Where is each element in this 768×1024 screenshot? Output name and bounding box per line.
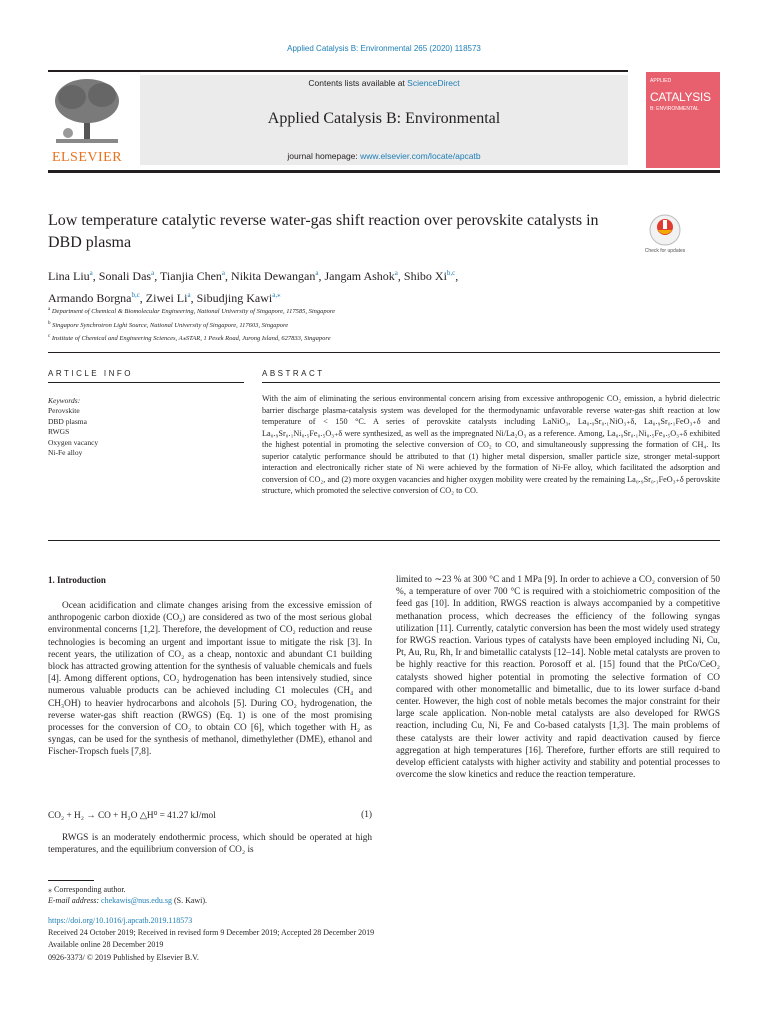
author[interactable]: Armando Borgna$^{b,c}$ (48, 291, 140, 305)
author[interactable]: Nikita Dewangan$^a$ (231, 269, 319, 283)
intro-column-left (48, 600, 372, 759)
affiliation-item: $^b$ Singapore Synchrotron Light Source, National University of Singapore, 117603, Singapore (48, 320, 289, 329)
corresponding-author-note (48, 884, 207, 906)
abstract-rule (262, 382, 720, 383)
received-dates: Received 24 October 2019; Received in revised form 9 December 2019; Accepted 28 December 2019 (48, 928, 375, 937)
journal-reference[interactable]: Applied Catalysis B: Environmental 265 (2020) 118573 (287, 44, 481, 53)
contents-prefix: Contents lists available at (308, 78, 408, 88)
contents-line (140, 78, 628, 88)
sciencedirect-link[interactable]: ScienceDirect (407, 78, 460, 88)
section-rule (48, 352, 720, 353)
email-link[interactable]: chekawis@nus.edu.sg (101, 896, 172, 905)
footnote-rule (48, 880, 94, 881)
keyword-item: Oxygen vacancy (48, 437, 99, 447)
equation-number: (1) (361, 810, 372, 820)
introduction-heading: 1. Introduction (48, 575, 106, 585)
homepage-line (140, 151, 628, 161)
keywords-list (48, 406, 98, 459)
author[interactable]: Sonali Das$^a$ (98, 269, 155, 283)
keyword-item: RWGS (48, 427, 70, 436)
equation-text: CO₂ + H₂ → CO + H₂O △H⁰ = 41.27 kJ/mol (48, 811, 216, 821)
article-title: Low temperature catalytic reverse water-gas shift reaction over perovskite catalysts in DBD plasma (48, 212, 599, 251)
doi-link[interactable]: https://doi.org/10.1016/j.apcatb.2019.118573 (48, 916, 193, 925)
intro-paragraph-1: Ocean acidification and climate changes arising from the excessive emission of anthropogenic carbon dioxide (CO₂) are considered as two of the most serious global environmental concerns [1,2]. Therefore, the development of CO₂ reduction and reuse technologies is becoming an urgent and important issue to mitigate the risk [3]. In recent years, the utilization of CO₂ as a cheap, nontoxic and abundant C1 building block has attracted growing attention for the synthesis of valuable chemicals and fuels [4]. Among different options, CO₂ hydrogenation has been intensively studied, since numerous valuable products can be achieved including C1 molecules (CH₄ and CH₃OH) to heavier hydrocarbons and alcohols [5]. During CO₂ hydrogenation, the reverse water-gas shift reaction (RWGS) (Eq. 1) is one of the most promising processes for the conversion of CO₂ to obtain CO [6], which together with H₂ as syngas, can be used for the synthesis of methanol, dimethylether (DME), ethanol and Fischer-Tropsch fuels [7,8]. (48, 601, 372, 758)
issn-copyright: 0926-3373/ © 2019 Published by Elsevier B.V. (48, 953, 199, 962)
journal-title: Applied Catalysis B: Environmental (267, 110, 501, 127)
author-list: Lina Liu$^a$, Sonali Das$^a$, Tianjia Chen$^a$, Nikita Dewangan$^a$, Jangam Ashok$^a$, Shibo Xi$^{b,c}$, Armando Borgna$^{b,c}$, Ziwei Li$^a$, Sibudjing Kawi$^{a,⁎}$ (48, 269, 459, 305)
email-suffix: (S. Kawi). (171, 896, 208, 905)
corresponding-label: ⁎ Corresponding author. (48, 885, 126, 894)
abstract-heading: ABSTRACT (262, 369, 325, 378)
intro-paragraph-2: RWGS is an moderately endothermic process, which should be operated at high temperatures, and the equilibrium conversion of CO₂ is (48, 833, 372, 856)
intro-column-right: limited to ∼23 % at 300 °C and 1 MPa [9]. In order to achieve a CO₂ conversion of 50 %, a temperature of over 700 °C is required with a stoichiometric composition of the feed gas [10]. In addition, RWGS reaction is always accompanied by a competitive methanation process, which decreases the efficiency of the following syngas utilization [11]. Currently, catalytic conversion has been the most widely used strategy for RWGS reaction. Various types of catalysts have been employed including Ni, Cu, Pt, Au, Ru, Rh, Ir and bimetallic catalysts [12–14]. Noble metal catalysts are proven to be highly reactive for this reaction. Porosoff et al. [15] found that the PtCo/CeO₂ catalysts showed higher potential in promoting the selective formation of CO compared with other monometallic and bimetallic, due to its lower surface d-band center. However, the high cost of noble metals becomes the major constraint for their large scale application. Non-noble metal catalysts are also developed for RWGS reaction, including Cu, Ni, Fe and Co-based catalysts [1,3]. The main problems of these catalysts are their lower activity and rapid deactivation caused by fierce aggregation at high temperatures [16]. Therefore, further efforts are still required to develop efficient catalysts with higher activity and stability and potential processes to overcome the slow kinetics and reduce the reaction temperature. (396, 575, 720, 781)
equation-1 (48, 810, 372, 821)
keyword-item: Perovskite (48, 406, 80, 415)
article-info-rule (48, 382, 244, 383)
journal-cover-image[interactable] (646, 72, 720, 168)
elsevier-wordmark: ELSEVIER (51, 150, 123, 165)
email-line (48, 895, 207, 906)
article-info-heading: ARTICLE INFO (48, 369, 133, 378)
check-for-updates-icon[interactable] (648, 213, 682, 247)
affiliation-item: $^c$ Institute of Chemical and Engineering Sciences, A⁎STAR, 1 Pesek Road, Jurong Island, 627833, Singapore (48, 334, 331, 343)
available-online: Available online 28 December 2019 (48, 940, 164, 949)
affiliation-item: $^a$ Department of Chemical & Biomolecular Engineering, National University of Singapore, 117585, Singapore (48, 307, 336, 316)
cover-line-3: B: ENVIRONMENTAL (650, 106, 699, 112)
author[interactable]: Sibudjing Kawi$^{a,⁎}$ (196, 291, 281, 305)
affiliations (48, 304, 668, 345)
abstract-bottom-rule (48, 540, 720, 541)
keyword-item: DBD plasma (48, 416, 87, 426)
author[interactable]: Tianjia Chen$^a$ (160, 269, 226, 283)
keyword-item: Ni-Fe alloy (48, 448, 83, 457)
author[interactable]: Shibo Xi$^{b,c}$ (403, 269, 456, 283)
author[interactable]: Jangam Ashok$^a$ (324, 269, 398, 283)
homepage-link[interactable]: www.elsevier.com/locate/apcatb (360, 151, 481, 161)
header-rule (48, 170, 720, 173)
email-label: E-mail address: (48, 896, 102, 905)
cover-line-1: APPLIED (650, 78, 672, 84)
cover-line-2: CATALYSIS (650, 90, 711, 104)
check-for-updates-label: Check for updates (644, 248, 686, 254)
author[interactable]: Ziwei Li$^a$ (145, 291, 191, 305)
author[interactable]: Lina Liu$^a$ (48, 269, 93, 283)
keywords-label: Keywords: (48, 396, 81, 405)
top-rule (48, 70, 628, 72)
abstract-text: With the aim of eliminating the serious environmental concern arising from excessive anthropogenic CO₂ emission, a hybrid dielectric barrier discharge plasma-catalysis system was developed for the thermodynamic unfavorable reverse water-gas shift reaction at low temperature of < 150 °C. A series of perovskite catalysts including LaNiO₃, La₀.₉Sr₀.₁NiO₃₊δ, La₀.₉Sr₀.₁FeO₃₊δ and La₀.₉Sr₀.₁Ni₀.₅Fe₀.₅O₃₊δ were synthesized, as well as the impregnated Ni/La₂O₃ as a reference. Among, La₀.₉Sr₀.₁Ni₀.₅Fe₀.₅O₃₊δ exhibited the highest potential in promoting the selective conversion of CO₂ to CO, and simultaneously suppressing the formation of CH₄. Its superior catalytic performance should be attributed to that (1) higher metal dispersion, smaller particle size, stronger metal-support interaction and electronically richer state of Ni were achieved by the formation of Ni-Fe alloy, which facilitated the adsorption and conversion of CO₂, and (2) more oxygen vacancies and higher oxygen mobility were created by the remaining La₀.₉Sr₀.₁FeO₃₊δ perovskite structure, which promoted the selective conversion of CO₂ to CO. (262, 394, 720, 495)
homepage-prefix: journal homepage: (287, 151, 361, 161)
